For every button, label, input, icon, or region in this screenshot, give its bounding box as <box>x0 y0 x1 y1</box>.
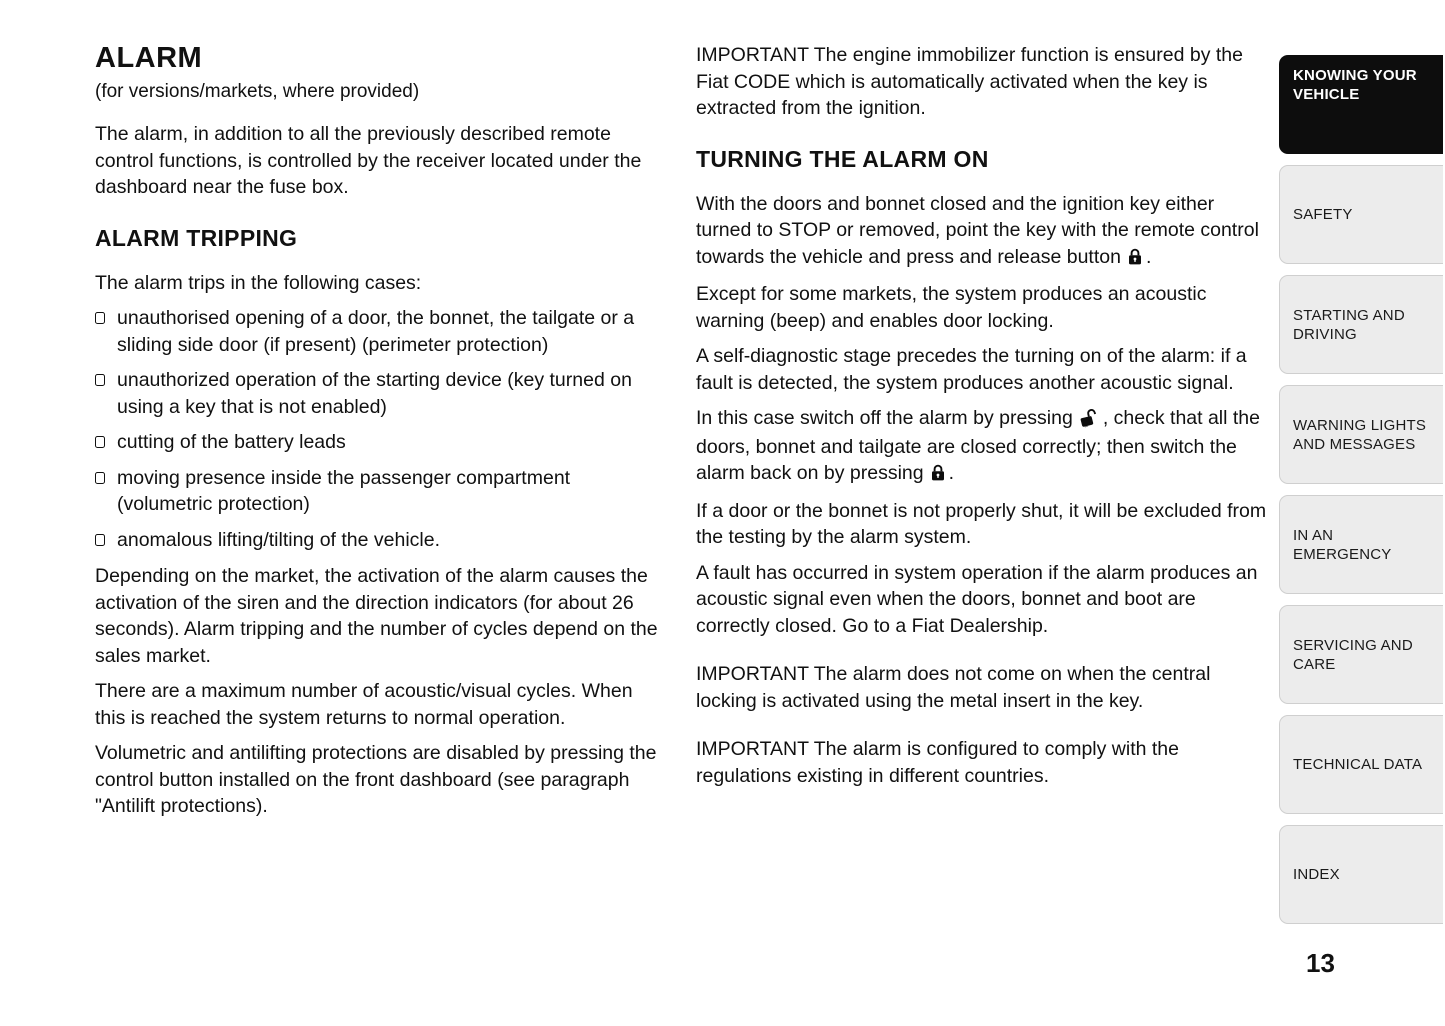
square-bullet-icon <box>95 534 105 546</box>
paragraph-alarm-intro: The alarm, in addition to all the previously described remote control functions, is controlled by the receiver located under the dashboard near the fuse box. <box>95 123 642 198</box>
tab-technical-data[interactable] <box>1279 715 1443 814</box>
section-tab-sidebar <box>1279 55 1445 935</box>
tab-label: WARNING LIGHTS AND MESSAGES <box>1293 416 1427 453</box>
section-title-turning-alarm-on: TURNING THE ALARM ON <box>696 145 989 172</box>
square-bullet-icon <box>95 374 105 386</box>
tab-label: INDEX <box>1293 866 1340 883</box>
closed-padlock-icon <box>931 462 945 489</box>
tab-servicing-and-care[interactable] <box>1279 605 1443 704</box>
paragraph-tripping-intro: The alarm trips in the following cases: <box>95 271 422 294</box>
page-title: ALARM <box>95 42 203 74</box>
list-item <box>95 465 665 518</box>
tab-label: STARTING AND DRIVING <box>1293 306 1405 343</box>
list-item-text: unauthorized operation of the starting device (key turned on using a key that is not enabled) <box>117 369 632 418</box>
list-item <box>95 429 665 456</box>
paragraph-important-metal-insert: IMPORTANT The alarm does not come on when the central locking is activated using the metal insert in the key. <box>696 663 1211 712</box>
closed-padlock-icon <box>1128 246 1142 273</box>
square-bullet-icon <box>95 472 105 484</box>
paragraph-fault: A fault has occurred in system operation if the alarm produces an acoustic signal even when the doors, bonnet and boot are correctly closed. Go to a Fiat Dealership. <box>696 561 1258 637</box>
paragraph-excluded: If a door or the bonnet is not properly shut, it will be excluded from the testing by the alarm system. <box>696 499 1267 548</box>
square-bullet-icon <box>95 312 105 324</box>
middle-column <box>696 42 1268 798</box>
left-column <box>95 42 665 829</box>
tab-label: TECHNICAL DATA <box>1293 756 1423 773</box>
list-item <box>95 305 665 358</box>
tab-warning-lights-and-messages[interactable] <box>1279 385 1443 484</box>
list-item-text: cutting of the battery leads <box>117 431 346 453</box>
tab-label: KNOWING YOUR VEHICLE <box>1293 67 1417 103</box>
square-bullet-icon <box>95 436 105 448</box>
alarm-trip-cases-list <box>95 305 665 553</box>
page-number: 13 <box>1306 948 1335 978</box>
paragraph-market: Depending on the market, the activation of the alarm causes the activation of the siren and the direction indicators (for about 26 seconds). Alarm tripping and the number of cycles depend on the sales market. <box>95 565 658 667</box>
paragraph-self-diagnostic: A self-diagnostic stage precedes the turning on of the alarm: if a fault is detected, the system produces another acoustic signal. <box>696 345 1247 394</box>
section-title-alarm-tripping: ALARM TRIPPING <box>95 224 298 251</box>
paragraph-switch-off <box>696 405 1268 489</box>
paragraph-text: . <box>948 462 955 484</box>
tab-in-an-emergency[interactable] <box>1279 495 1443 594</box>
tab-label: IN AN EMERGENCY <box>1293 526 1392 563</box>
list-item-text: moving presence inside the passenger compartment (volumetric protection) <box>117 466 571 515</box>
list-item-text: anomalous lifting/tilting of the vehicle. <box>117 528 441 551</box>
paragraph-turn-on <box>696 191 1268 273</box>
tab-safety[interactable] <box>1279 165 1443 264</box>
paragraph-text: , check that all the doors, bonnet and tailgate are closed correctly; then switch the alarm back on by pressing <box>696 407 1260 484</box>
list-item <box>95 367 665 420</box>
paragraph-text: . <box>1145 245 1152 268</box>
open-padlock-icon <box>1077 405 1102 435</box>
tab-label: SERVICING AND CARE <box>1293 636 1413 673</box>
paragraph-volumetric: Volumetric and antilifting protections are disabled by pressing the control button installed on the front dashboard (see paragraph "Antilift protections). <box>95 742 657 817</box>
tab-knowing-your-vehicle[interactable] <box>1279 55 1443 154</box>
tab-label: SAFETY <box>1293 206 1353 223</box>
paragraph-text: In this case switch off the alarm by pressing <box>696 407 1073 429</box>
paragraph-important-immobilizer: IMPORTANT The engine immobilizer function is ensured by the Fiat CODE which is automatically activated when the key is extracted from the ignition. <box>696 44 1243 119</box>
paragraph-beep: Except for some markets, the system produces an acoustic warning (beep) and enables door locking. <box>696 283 1207 332</box>
tab-starting-and-driving[interactable] <box>1279 275 1443 374</box>
page-subtitle: (for versions/markets, where provided) <box>95 81 420 102</box>
paragraph-important-regulations: IMPORTANT The alarm is configured to comply with the regulations existing in different countries. <box>696 738 1179 787</box>
list-item-text: unauthorised opening of a door, the bonnet, the tailgate or a sliding side door (if present) (perimeter protection) <box>117 307 635 356</box>
tab-index[interactable] <box>1279 825 1443 924</box>
paragraph-cycles: There are a maximum number of acoustic/visual cycles. When this is reached the system returns to normal operation. <box>95 680 633 729</box>
paragraph-text: With the doors and bonnet closed and the ignition key either turned to STOP or removed, point the key with the remote control towards the vehicle and press and release button <box>696 192 1259 268</box>
list-item <box>95 527 665 554</box>
